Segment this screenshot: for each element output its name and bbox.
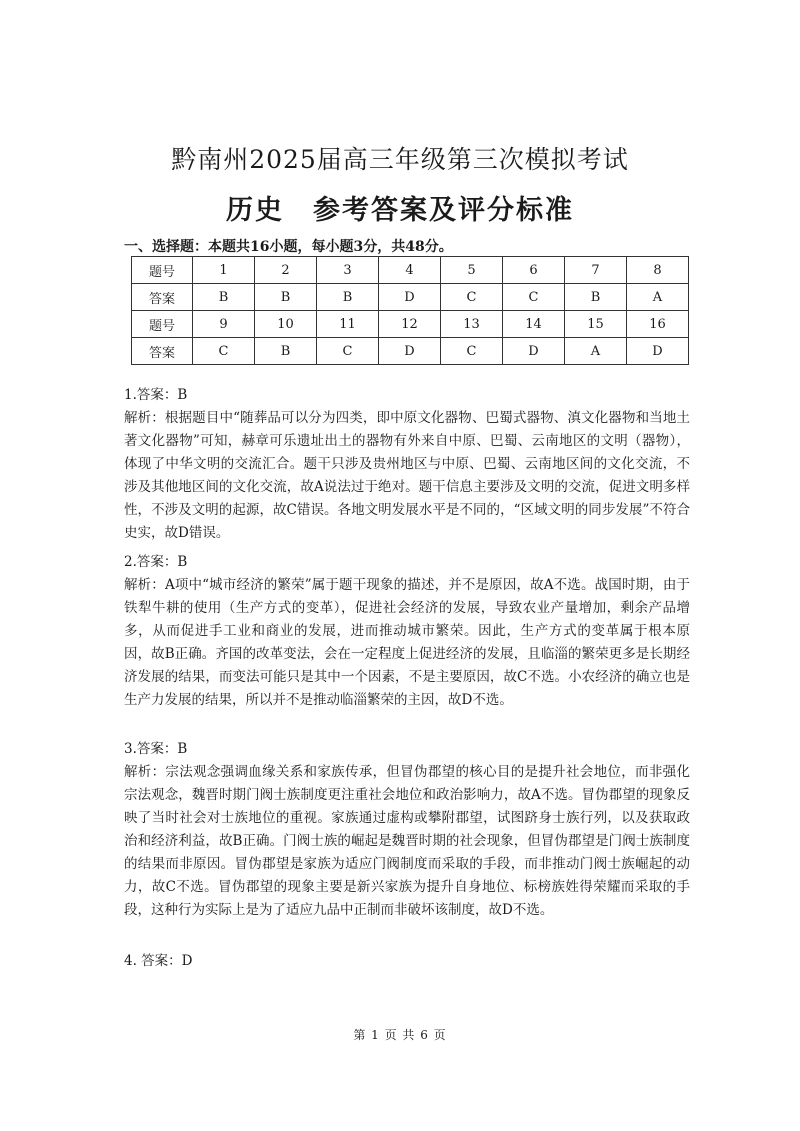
table-row-header: 题号 (132, 311, 193, 338)
table-cell: B (193, 284, 255, 311)
table-cell: 12 (379, 311, 441, 338)
table-cell: 8 (627, 257, 689, 284)
section-heading: 一、选择题：本题共16小题，每小题3分，共48分。 (124, 239, 453, 255)
table-cell: B (255, 284, 317, 311)
question-3-explanation: 解析：宗法观念强调血缘关系和家族传承，但冒伪郡望的核心目的是提升社会地位，而非强化宗法观念，魏晋时期门阀士族制度更注重社会地位和政治影响力，故A不选。冒伪郡望的现象反映了当时社会对士族地位的重视。家族通过虚构或攀附郡望，试图跻身士族行列，以及获取政治和经济利益，故B正确。门阀士族的崛起是魏晋时期的社会现象，但冒伪郡望是门阀士族制度的结果而非原因。冒伪郡望是家族为适应门阀制度而采取的手段，而非推动门阀士族崛起的动力，故C不选。冒伪郡望的现象主要是新兴家族为提升自身地位、标榜族姓得荣耀而采取的手段，这种行为实际上是为了适应九品中正制而非破坏该制度，故D不选。 (124, 764, 690, 918)
table-cell: D (379, 338, 441, 365)
table-row (132, 338, 689, 365)
table-cell: 9 (193, 311, 255, 338)
table-cell: 1 (193, 257, 255, 284)
table-row (132, 257, 689, 284)
question-3-answer: 3.答案：B (124, 741, 188, 757)
table-cell: 2 (255, 257, 317, 284)
table-cell: B (565, 284, 627, 311)
question-2 (124, 551, 690, 712)
table-cell: D (379, 284, 441, 311)
table-cell: D (627, 338, 689, 365)
table-cell: A (565, 338, 627, 365)
table-cell: 4 (379, 257, 441, 284)
document-subtitle: 历史 参考答案及评分标准 (226, 195, 574, 226)
table-row (132, 311, 689, 338)
table-cell: 6 (503, 257, 565, 284)
question-2-explanation: 解析：A项中“城市经济的繁荣”属于题干现象的描述，并不是原因，故A不选。战国时期，由于铁犁牛耕的使用（生产方式的变革），促进社会经济的发展，导致农业产量增加，剩余产品增多，从而促进手工业和商业的发展，进而推动城市繁荣。因此，生产方式的变革属于根本原因，故B正确。齐国的改革变法，会在一定程度上促进经济的发展，且临淄的繁荣更多是长期经济发展的结果，而变法可能只是其中一个因素，不是主要原因，故C不选。小农经济的确立也是生产力发展的结果，所以并不是推动临淄繁荣的主因，故D不选。 (124, 577, 690, 708)
question-1-explanation: 解析：根据题目中“随葬品可以分为四类，即中原文化器物、巴蜀式器物、滇文化器物和当地土著文化器物”可知，赫章可乐遗址出土的器物有外来自中原、巴蜀、云南地区的文明（器物），体现了中华文明的交流汇合。题干只涉及贵州地区与中原、巴蜀、云南地区间的文化交流，不涉及其他地区间的文化交流，故A说法过于绝对。题干信息主要涉及文明的交流，促进文明多样性，不涉及文明的起源，故C错误。各地文明发展水平是不同的，“区域文明的同步发展”不符合史实，故D错误。 (124, 410, 690, 541)
table-cell: 16 (627, 311, 689, 338)
table-cell: 5 (441, 257, 503, 284)
table-cell: C (193, 338, 255, 365)
question-2-answer: 2.答案：B (124, 554, 188, 570)
table-cell: C (441, 338, 503, 365)
table-row (132, 284, 689, 311)
table-cell: B (317, 284, 379, 311)
table-cell: C (503, 284, 565, 311)
question-3 (124, 738, 690, 922)
question-1-answer: 1.答案：B (124, 387, 188, 403)
table-cell: B (255, 338, 317, 365)
table-row-header: 答案 (132, 338, 193, 365)
table-cell: 7 (565, 257, 627, 284)
question-4 (124, 950, 690, 973)
table-cell: C (317, 338, 379, 365)
table-row-header: 题号 (132, 257, 193, 284)
table-cell: 10 (255, 311, 317, 338)
table-cell: 14 (503, 311, 565, 338)
question-4-answer: 4. 答案：D (124, 953, 193, 969)
table-row-header: 答案 (132, 284, 193, 311)
page-number: 第 1 页 共 6 页 (353, 1028, 447, 1042)
table-cell: 11 (317, 311, 379, 338)
question-1 (124, 384, 690, 545)
exam-title: 黔南州2025届高三年级第三次模拟考试 (171, 145, 629, 174)
table-cell: 15 (565, 311, 627, 338)
table-cell: A (627, 284, 689, 311)
table-cell: 13 (441, 311, 503, 338)
table-cell: C (441, 284, 503, 311)
table-cell: D (503, 338, 565, 365)
answer-table (131, 256, 689, 365)
table-cell: 3 (317, 257, 379, 284)
